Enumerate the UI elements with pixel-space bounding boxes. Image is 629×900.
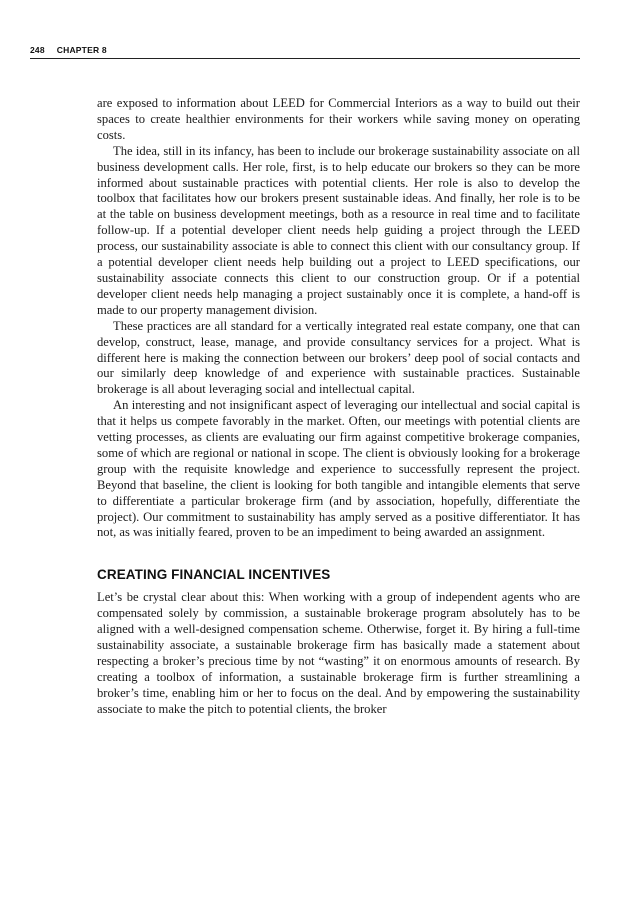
paragraph: The idea, still in its infancy, has been to include our brokerage sustainability associate on all business development calls. Her role, first, is to help educate our brokers so they can be more informed about sustainable practices with potential clients. Her role is also to develop the toolbox that facilitates how our brokers present sustainable ideas. And finally, her role is to be at the table on business development meetings, both as a resource in real time and to facilitate follow-up. If a potential developer client needs help guiding a project through the LEED process, our sustainability associate is able to connect this client with our consultancy group. If a potential developer client needs help building out a project to LEED specifications, our sustainability associate connects this client to our construction group. Or if a potential developer client needs help managing a project sustainably once it is complete, a hand-off is made to our property management division. — [97, 143, 580, 317]
paragraph: These practices are all standard for a vertically integrated real estate company, one that can develop, construct, lease, manage, and provide consultancy services for a project. What is different here is making the connection between our brokers’ deep pool of social contacts and our similarly deep knowledge of and experience with sustainable practices. Sustainable brokerage is all about leveraging social and intellectual capital. — [97, 318, 580, 397]
paragraph: Let’s be crystal clear about this: When working with a group of independent agents who are compensated solely by commission, a sustainable brokerage program absolutely has to be aligned with a well-designed compensation scheme. Otherwise, forget it. By hiring a full-time sustainability associate, a sustainable brokerage firm has basically made a statement about respecting a broker’s precious time by not “wasting” it on enormous amounts of research. By creating a toolbox of information, a sustainable brokerage firm is further streamlining a broker’s time, enabling him or her to focus on the deal. And by empowering the sustainability associate to make the pitch to potential clients, the broker — [97, 590, 580, 716]
body-text — [97, 96, 580, 718]
page-number: 248 — [30, 45, 45, 55]
paragraph: are exposed to information about LEED for Commercial Interiors as a way to build out their spaces to create healthier environments for their workers while saving money on operating costs. — [97, 96, 580, 142]
paragraph: An interesting and not insignificant aspect of leveraging our intellectual and social capital is that it helps us compete favorably in the market. Often, our meetings with potential clients are vetting processes, as clients are evaluating our firm against competitive brokerage companies, some of which are regional or national in scope. The client is obviously looking for a brokerage group with the requisite knowledge and experience to successfully represent the project. Beyond that baseline, the client is looking for both tangible and intangible elements that serve to differentiate a particular brokerage firm (and by association, hopefully, differentiate the project). Our commitment to sustainability has amply served as a positive differentiator. It has not, as was initially feared, proven to be an impediment to being awarded an assignment. — [97, 398, 580, 540]
running-head — [30, 45, 580, 59]
section-heading: CREATING FINANCIAL INCENTIVES — [97, 567, 331, 583]
chapter-label: CHAPTER 8 — [56, 45, 107, 55]
